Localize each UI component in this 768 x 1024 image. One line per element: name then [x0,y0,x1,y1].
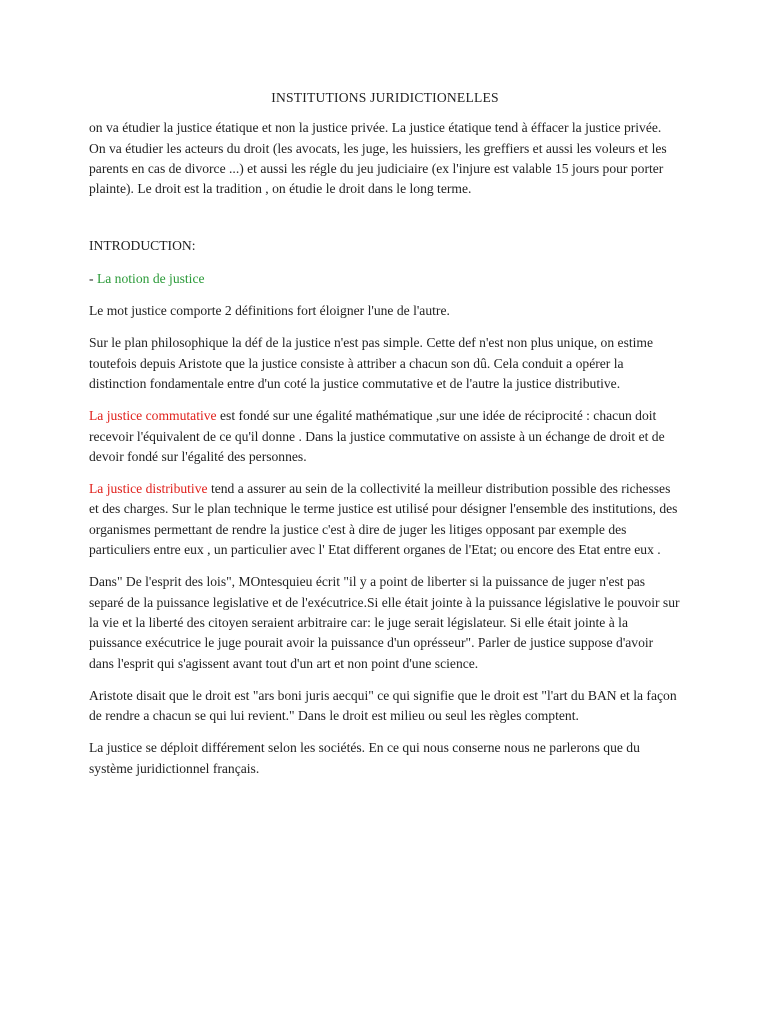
paragraph-montesquieu: Dans" De l'esprit des lois", MOntesquieu écrit "il y a point de liberter si la puissance de juger n'est pas separé de la puissance legislative et de l'exécutrice.Si elle était jointe à la puissance législative le pouvoir sur la vie et la liberté des citoyen seraient arbitraire car: le juge serait législateur. Si elle était jointe à la puissance exécutrice le juge pourait avoir la puissance d'un oprésseur". Parler de justice suppose d'avoir dans l'esprit qui s'agissent avant tout d'un art et non point d'une science. [89,574,680,671]
document-title: INSTITUTIONS JURIDICTIONELLES [271,90,499,105]
subsection-dash: - [89,270,97,286]
text-commutative: est fondé sur une égalité mathématique ,sur une idée de réciprocité : chacun doit recevoir l'équivalent de ce qu'il donne . Dans la justice commutative on assiste à un échange de droit et de devoir fondé sur l'égalité des personnes. [89,408,665,464]
intro-paragraph: on va étudier la justice étatique et non la justice privée. La justice étatique tend à éffacer la justice privée. On va étudier les acteurs du droit (les avocats, les juge, les huissiers, les greffiers et aussi les voleurs et les parents en cas de divorce ...) et aussi les régle du jeu judiciaire (ex l'injure est valable 15 jours pour porter plainte). Le droit est la tradition , on étudie le droit dans le long terme. [89,120,667,197]
text-distributive: tend a assurer au sein de la collectivité la meilleur distribution possible des richesses et des charges. Sur le plan technique le terme justice est utilisé pour désigner l'ensemble des institutions, des organismes permettant de rendre la justice c'est à dire de juger les litiges opposant par exemple des particuliers entre eux , un particulier avec l' Etat different organes de l'Etat; ou encore des Etat entre eux . [89,481,678,558]
paragraph-definitions: Le mot justice comporte 2 définitions fort éloigner l'une de l'autre. [89,303,450,319]
paragraph-conclusion: La justice se déploit différement selon les sociétés. En ce qui nous conserne nous ne parlerons que du système juridictionnel français. [89,740,640,776]
subsection-heading [89,269,681,289]
paragraph-philosophy: Sur le plan philosophique la déf de la justice n'est pas simple. Cette def n'est non plus unique, on estime toutefois depuis Aristote que la justice consiste à attriber a chacun son dû. Cela conduit a opérer la distinction fondamentale entre d'un coté la justice commutative et de l'autre la justice distributive. [89,335,654,391]
subsection-label: La notion de justice [96,270,205,286]
paragraph-aristote: Aristote disait que le droit est "ars boni juris aecqui" ce qui signifie que le droit est "l'art du BAN et la façon de rendre a chacun se qui lui revient." Dans le droit est milieu ou seul les règles comptent. [89,687,677,724]
paragraph-distributive [89,479,681,560]
section-heading: INTRODUCTION: [89,238,196,254]
blank-line [89,211,681,236]
term-commutative: La justice commutative [89,408,217,424]
paragraph-commutative [89,406,681,467]
document-body [89,88,681,791]
term-distributive: La justice distributive [89,481,208,497]
